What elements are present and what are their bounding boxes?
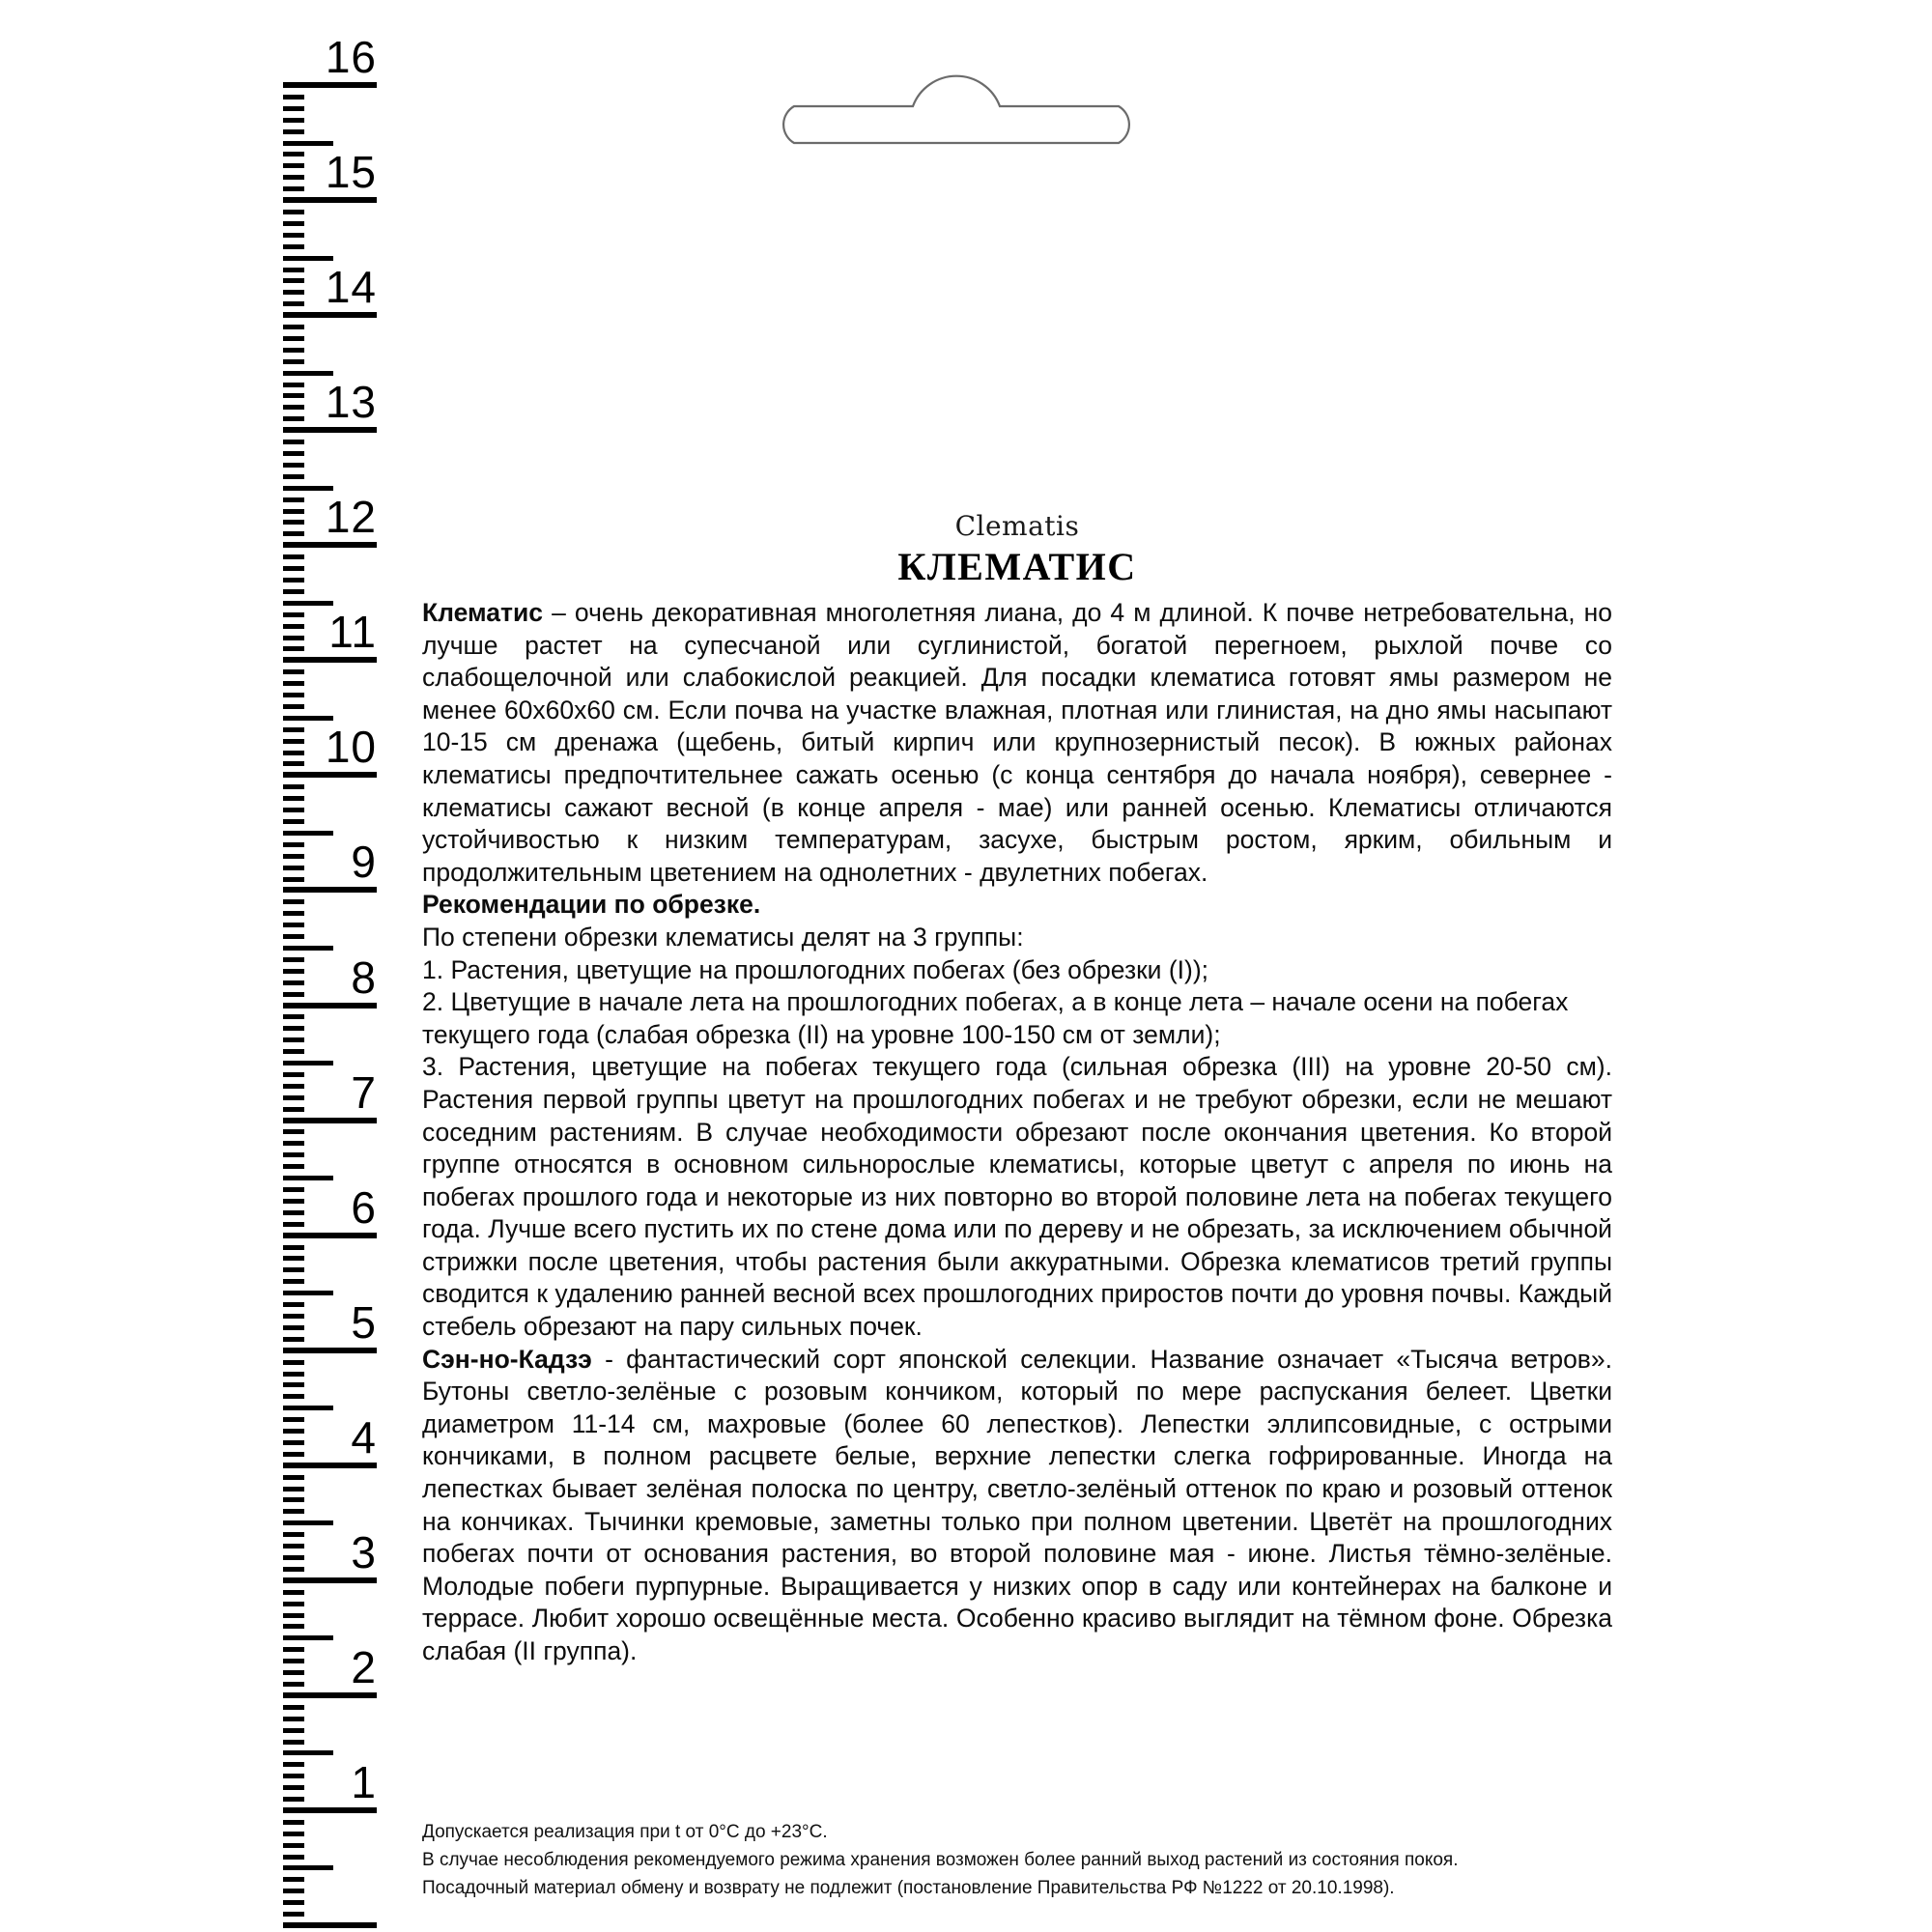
ruler-tick-minor [283,1014,304,1019]
ruler-tick-half [283,1865,333,1870]
ruler-tick-minor [283,681,304,686]
ruler-tick-half [283,1520,333,1525]
latin-name: Clematis [954,510,1080,542]
ruler-tick-minor [283,1245,304,1250]
footer-line-3: Посадочный материал обмену и возврату не подлежит (постановление Правительства РФ №1222 от 20.10.1998). [422,1878,1395,1898]
paragraph-pruning-intro: По степени обрезки клематисы делят на 3 группы: [422,922,1024,952]
ruler-tick-minor [283,1509,304,1514]
ruler-tick-major [283,427,377,433]
ruler-tick-major [283,197,377,203]
ruler-tick-minor [283,1889,304,1893]
footer-line-1: Допускается реализация при t от 0°С до +23°С. [422,1822,828,1842]
ruler-number-2: 2 [351,1641,377,1692]
ruler-tick-minor [283,704,304,709]
ruler-tick-half [283,716,333,721]
ruler-number-1: 1 [351,1756,377,1807]
ruler-tick-minor [283,1475,304,1480]
measuring-ruler [0,0,415,1932]
ruler-tick-minor [283,451,304,456]
ruler-tick-half [283,1176,333,1180]
ruler-tick-minor [283,129,304,134]
ruler-tick-major [283,1807,377,1813]
ruler-tick-minor [283,1613,304,1618]
ruler-tick-minor [283,1624,304,1629]
ruler-tick-major [283,1577,377,1583]
page-title: КЛЕМАТИС [897,545,1137,588]
ruler-number-14: 14 [325,262,377,313]
ruler-tick-minor [283,693,304,697]
ruler-tick-minor [283,1912,304,1917]
ruler-tick-major [283,1692,377,1698]
paragraph-lead: Сэн-но-Кадзэ [422,1344,592,1374]
ruler-tick-minor [283,1129,304,1134]
ruler-number-12: 12 [325,492,377,543]
ruler-tick-minor [283,554,304,559]
ruler-tick-minor [283,1602,304,1606]
ruler-tick-minor [283,923,304,927]
ruler-tick-minor [283,934,304,939]
ruler-tick-minor [283,1267,304,1272]
ruler-tick-minor [283,1728,304,1733]
ruler-tick-major [283,1118,377,1123]
ruler-tick-half [283,141,333,146]
ruler-tick-minor [283,1487,304,1492]
ruler-tick-half [283,1635,333,1640]
ruler-tick-major [283,542,377,548]
paragraph-intro: Клематис – очень декоративная многолетняя лиана, до 4 м длиной. К почве нетребовательна, но лучше растет на супесчаной или суглинистой, богатой перегноем, рыхлой почве со слабощелочной или слабокислой реакцией. Для посадки клематиса готовят ямы размером не менее 60х60х60 см. Если почва на участке влажная, плотная или глинистая, на дно ямы насыпают 10-15 см дренажа (щебень, битый кирпич или крупнозернистый песок). В южных районах клематисы предпочтительнее сажать осенью (с конца сентября до начала ноября), севернее - клематисы сажают весной (в конце апреля - мае) или ранней осенью. Клематисы отличаются устойчивостью к низким температурам, засухе, быстрым ростом, ярким, обильным и продолжительным цветением на однолетних - двулетних побегах. [422,598,1612,887]
ruler-tick-minor [283,233,304,238]
ruler-tick-major [283,1922,377,1928]
ruler-tick-minor [283,808,304,812]
ruler-number-10: 10 [325,722,377,773]
ruler-tick-major [283,1463,377,1468]
ruler-tick-minor [283,1026,304,1031]
ruler-tick-minor [283,440,304,444]
ruler-tick-half [283,1291,333,1295]
ruler-tick-half [283,1406,333,1410]
ruler-tick-major [283,1233,377,1238]
ruler-tick-minor [283,1256,304,1261]
ruler-tick-minor [283,118,304,123]
ruler-tick-minor [283,1372,304,1377]
ruler-tick-minor [283,325,304,329]
ruler-tick-minor [283,1717,304,1721]
ruler-tick-minor [283,1279,304,1284]
ruler-tick-major [283,1348,377,1353]
paragraph-group-1: 1. Растения, цветущие на прошлогодних побегах (без обрезки (I)); [422,954,1209,984]
ruler-tick-minor [283,95,304,99]
ruler-tick-minor [283,221,304,226]
ruler-tick-minor [283,1877,304,1882]
ruler-tick-half [283,1061,333,1065]
footer-line-2: В случае несоблюдения рекомендуемого режима хранения возможен более ранний выход растений из состояния покоя. [422,1850,1459,1870]
paragraph-lead: Рекомендации по обрезке. [422,890,761,920]
ruler-tick-minor [283,1141,304,1146]
ruler-tick-minor [283,336,304,341]
legal-footer [422,1818,1612,1902]
ruler-tick-major [283,1003,377,1009]
ruler-tick-major [283,312,377,318]
ruler-tick-minor [283,1832,304,1836]
ruler-tick-minor [283,784,304,789]
ruler-tick-minor [283,1705,304,1710]
ruler-tick-minor [283,796,304,801]
ruler-number-16: 16 [325,32,377,82]
ruler-tick-minor [283,210,304,214]
ruler-tick-minor [283,1855,304,1860]
ruler-tick-minor [283,899,304,904]
paragraph-lead: Клематис [422,598,544,627]
ruler-tick-minor [283,244,304,249]
ruler-tick-minor [283,1900,304,1905]
ruler-tick-major [283,887,377,893]
ruler-tick-major [283,772,377,778]
ruler-number-6: 6 [351,1181,377,1233]
ruler-number-7: 7 [351,1066,377,1118]
ruler-tick-minor [283,474,304,479]
ruler-tick-minor [283,1843,304,1848]
ruler-tick-minor [283,578,304,582]
ruler-tick-minor [283,566,304,571]
ruler-number-4: 4 [351,1411,377,1463]
ruler-number-11: 11 [328,607,377,658]
ruler-tick-half [283,486,333,491]
ruler-tick-minor [283,106,304,111]
paragraph-pruning-heading [422,889,1612,922]
ruler-number-3: 3 [351,1526,377,1577]
ruler-tick-minor [283,911,304,916]
ruler-tick-minor [283,463,304,468]
ruler-tick-minor [283,1740,304,1745]
label-content [422,0,1612,1932]
ruler-tick-minor [283,819,304,824]
ruler-number-15: 15 [325,147,377,198]
ruler-tick-minor [283,1497,304,1502]
ruler-tick-minor [283,1820,304,1825]
paragraph-group-3: 3. Растения, цветущие на побегах текущего года (сильная обрезка (III) на уровне 20-50 см). Растения первой группы цветут на прошлогодних побегах и не требуют обрезки, если не мешают соседним растениям. В случае необходимости обрезают после окончания цветения. Ко второй группе относятся в основном сильнорослые клематисы, которые цветут с апреля по июнь на побегах прошлого года и некоторые из них повторно во второй половине лета на побегах текущего года. Лучше всего пустить их по стене дома или по дереву и не обрезать, за исключением обычной стрижки после цветения, чтобы растения были аккуратными. Обрезка клематисов третий группы сводится к удалению ранней весной всех прошлогодних приростов почти до уровня почвы. Каждый стебель обрезают на пару сильных почек. [422,1052,1612,1342]
ruler-tick-minor [283,1152,304,1157]
ruler-tick-major [283,82,377,88]
paragraph-group-2: 2. Цветущие в начале лета на прошлогодних побегах, а в конце лета – начале осени на побегах текущего года (слабая обрезка (II) на уровне 100-150 см от земли); [422,987,1569,1049]
ruler-tick-half [283,371,333,376]
ruler-tick-half [283,831,333,836]
paragraph-variety: Сэн-но-Кадзэ - фантастический сорт японской селекции. Название означает «Тысяча ветров». Бутоны светло-зелёные с розовым кончиком, который по мере распускания белеет. Цветки диаметром 11-14 см, махровые (более 60 лепестков). Лепестки эллипсовидные, с острыми кончиками, в полном расцвете белые, верхние лепестки слегка гофрированные. Иногда на лепестках бывает зелёная полоска по центру, светло-зелёный оттенок по краю и розовый оттенок на кончиках. Тычинки кремовые, заметны только при полном цветении. Цветёт на прошлогодних побегах почти от основания растения, во второй половине мая - июне. Листья тёмно-зелёные. Молодые побеги пурпурные. Выращивается у низких опор в саду или контейнерах на балконе и террасе. Любит хорошо освещённые места. Особенно красиво выглядит на тёмном фоне. Обрезка слабая (II группа). [422,1344,1612,1665]
ruler-tick-minor [283,1164,304,1169]
ruler-tick-minor [283,1590,304,1595]
ruler-tick-minor [283,1049,304,1054]
ruler-tick-half [283,1750,333,1755]
ruler-tick-minor [283,669,304,674]
ruler-number-13: 13 [325,377,377,428]
ruler-tick-minor [283,1394,304,1399]
ruler-number-5: 5 [351,1296,377,1348]
ruler-tick-minor [283,359,304,364]
ruler-tick-minor [283,589,304,594]
ruler-tick-minor [283,348,304,353]
ruler-tick-half [283,601,333,606]
ruler-number-8: 8 [351,952,377,1003]
ruler-number-9: 9 [351,837,377,888]
ruler-tick-major [283,657,377,663]
ruler-tick-half [283,256,333,261]
ruler-tick-minor [283,1382,304,1387]
ruler-tick-half [283,946,333,951]
ruler-tick-minor [283,1037,304,1042]
ruler-tick-minor [283,1360,304,1365]
description-body [422,597,1612,1668]
